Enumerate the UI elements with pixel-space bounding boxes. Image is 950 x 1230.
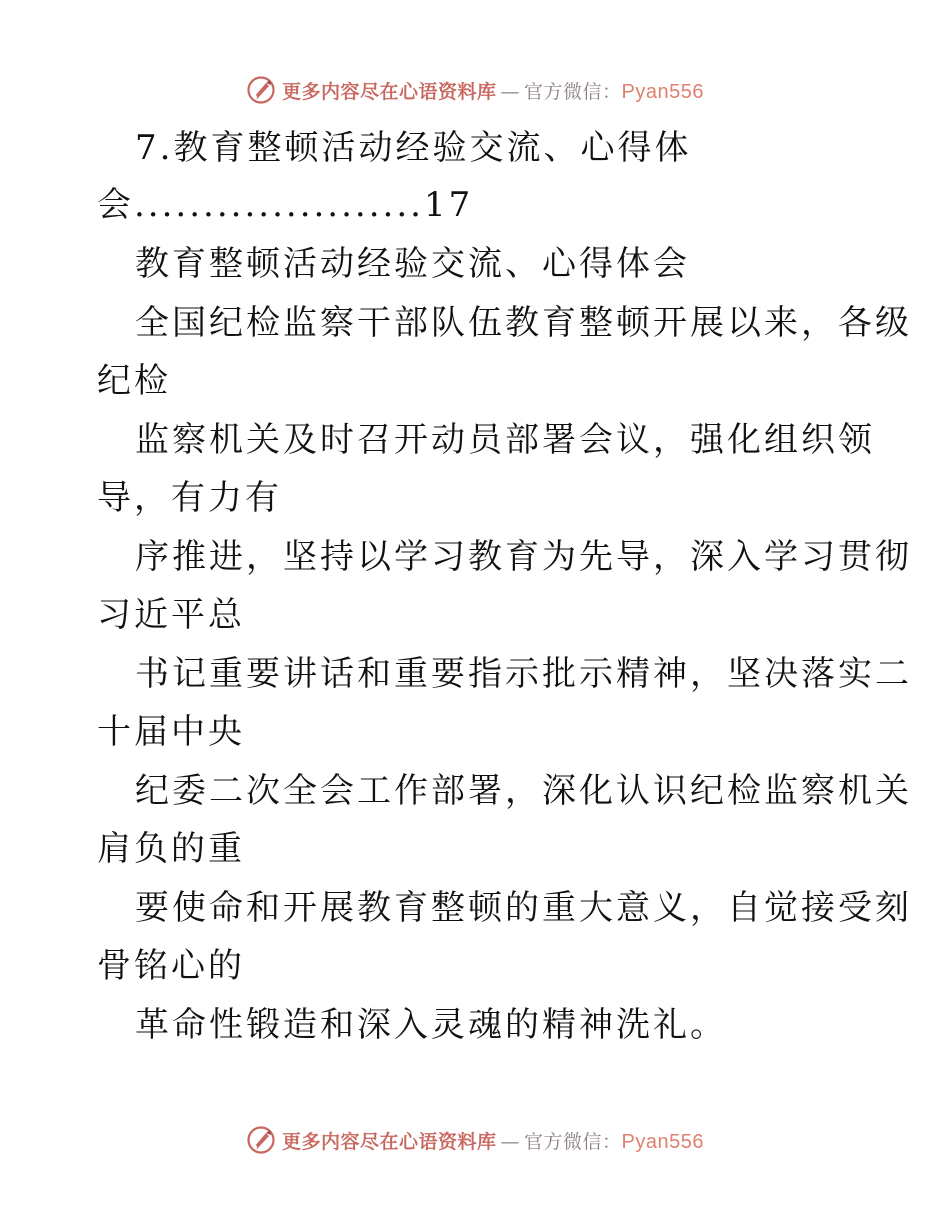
paragraph-line: 序推进，坚持以学习教育为先导，深入学习贯彻: [135, 537, 912, 577]
watermark-text: [282, 1127, 704, 1154]
watermark-official: 官方微信: [524, 1130, 603, 1153]
paragraph-line: 书记重要讲话和重要指示批示精神，坚决落实二: [135, 654, 912, 694]
quill-logo-icon: [246, 75, 276, 105]
paragraph-line: 革命性锻造和深入灵魂的精神洗礼。: [135, 1005, 727, 1045]
watermark-id: Pyan556: [621, 80, 704, 103]
paragraph-line: 全国纪检监察干部队伍教育整顿开展以来，各级: [135, 303, 912, 343]
watermark-official: 官方微信: [524, 80, 603, 103]
paragraph-line: 要使命和开展教育整顿的重大意义，自觉接受刻: [135, 888, 912, 928]
watermark-main: 更多内容尽在心语资料库: [281, 1130, 497, 1153]
watermark-colon: ：: [602, 80, 622, 103]
paragraph-line: 导，有力有: [97, 478, 282, 518]
paragraph-line: 十届中央: [97, 712, 245, 752]
watermark-main: 更多内容尽在心语资料库: [281, 80, 497, 103]
watermark-id: Pyan556: [621, 1130, 704, 1153]
watermark-text: [282, 77, 704, 104]
section-heading: 教育整顿活动经验交流、心得体会: [135, 244, 690, 284]
paragraph-line: 肩负的重: [97, 829, 245, 869]
header-watermark: [0, 70, 950, 110]
watermark-separator: —: [500, 80, 520, 103]
paragraph-line: 纪检: [97, 361, 171, 401]
paragraph-line: 习近平总: [97, 595, 245, 635]
watermark-separator: —: [500, 1130, 520, 1153]
toc-entry-line: 7.教育整顿活动经验交流、心得体: [135, 128, 692, 168]
paragraph-line: 监察机关及时召开动员部署会议，强化组织领: [135, 420, 875, 460]
quill-logo-icon: [246, 1125, 276, 1155]
paragraph-line: 骨铭心的: [97, 946, 245, 986]
toc-entry-continuation: 会.....................17: [97, 185, 474, 225]
footer-watermark: [0, 1120, 950, 1160]
watermark-colon: ：: [602, 1130, 622, 1153]
paragraph-line: 纪委二次全会工作部署，深化认识纪检监察机关: [135, 771, 912, 811]
